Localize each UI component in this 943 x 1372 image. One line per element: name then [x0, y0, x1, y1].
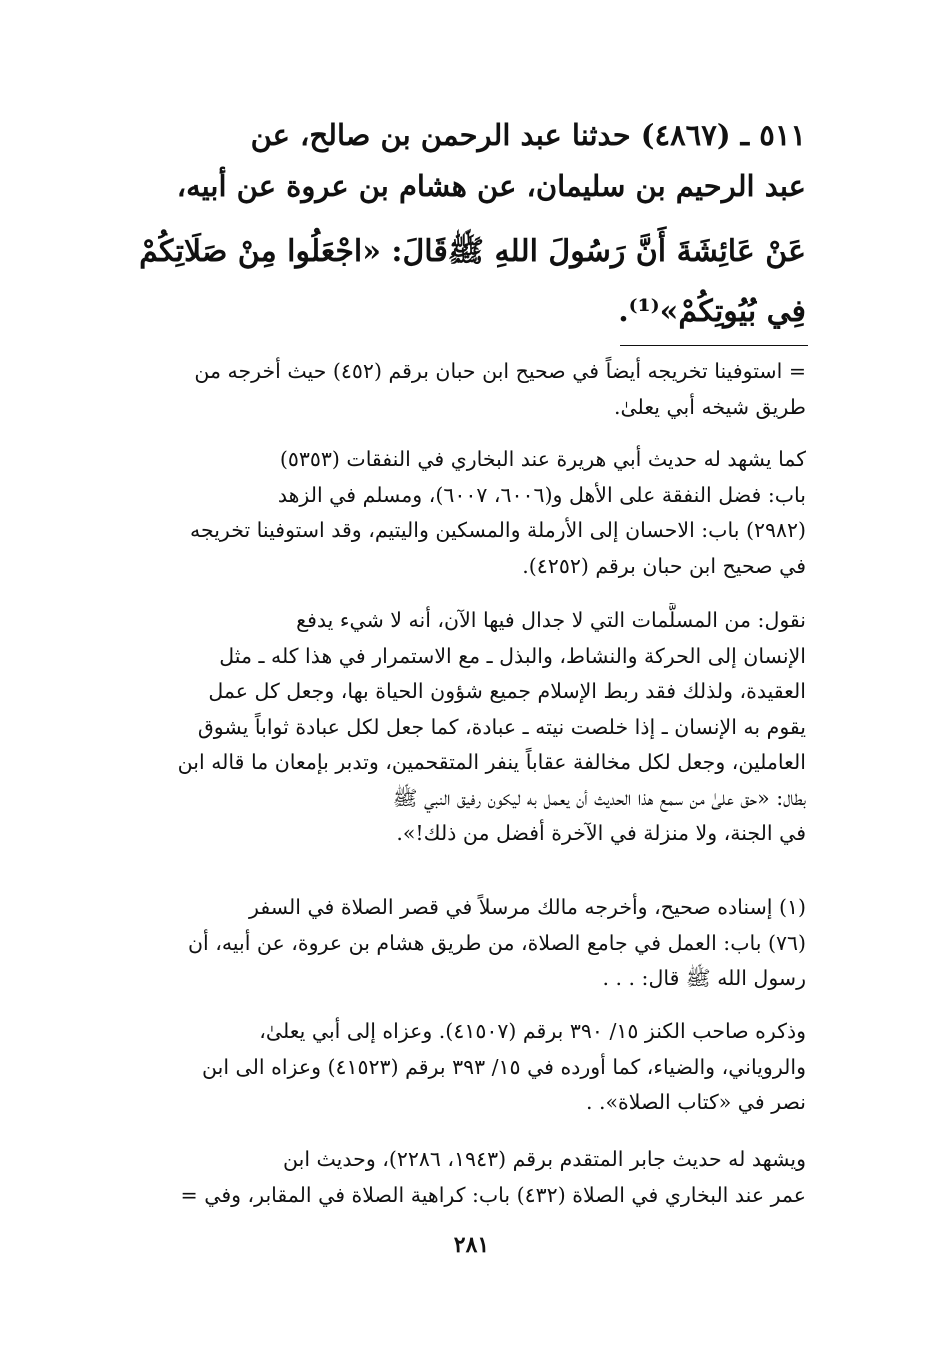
notes-paragraph-3	[108, 603, 806, 852]
note-line: نقول: من المسلَّمات التي لا جدال فيها الآن، أنه لا شيء يدفع	[296, 608, 806, 632]
note-line: (٢٩٨٢) باب: الاحسان إلى الأرملة والمسكين واليتيم، وقد استوفينا تخريجه	[189, 518, 806, 542]
note-line: في صحيح ابن حبان برقم (٤٢٥٢).	[522, 553, 806, 578]
hadith-matn-line: فِي بُيُوتِكُمْ»⁽¹⁾.	[618, 294, 806, 329]
hadith-isnad-line: عبد الرحيم بن سليمان، عن هشام بن عروة عن أبيه،	[176, 169, 806, 203]
hadith-matn	[108, 222, 806, 342]
footnote-line: (٧٦) باب: العمل في جامع الصلاة، من طريق هشام بن عروة، عن أبيه، أن	[187, 930, 806, 955]
note-line: بطال: «حق علىٰ من سمع هذا الحديث أن يعمل به ليكون رفيق النبي ﷺ	[392, 785, 806, 810]
notes-continuation	[108, 354, 806, 425]
note-line: يقوم به الإنسان ـ إذا خلصت نيته ـ عبادة، كما جعل لكل عبادة ثواباً يشوق	[197, 714, 806, 739]
footnote-line: والروياني، والضياء، كما أورده في ١٥/ ٣٩٣ برقم (٤١٥٢٣) وعزاه الى ابن	[202, 1054, 806, 1079]
note-line: في الجنة، ولا منزلة في الآخرة أفضل من ذلك!».	[396, 821, 806, 845]
footnote-line: (١) إسناده صحيح، وأخرجه مالك مرسلاً في قصر الصلاة في السفر	[249, 895, 806, 919]
footnote-paragraph-2	[108, 1014, 806, 1121]
footnote-line: نصر في «كتاب الصلاة». .	[585, 1090, 806, 1114]
footnote-line: ويشهد له حديث جابر المتقدم برقم (١٩٤٣، ٢٢٨٦)، وحديث ابن	[283, 1147, 806, 1171]
note-line: العقيدة، ولذلك فقد ربط الإسلام جميع شؤون الحياة بها، وجعل كل عمل	[208, 679, 806, 703]
footnote-1	[108, 890, 806, 997]
note-line: طريق شيخه أبي يعلىٰ.	[613, 394, 806, 419]
hadith-isnad	[108, 110, 806, 212]
footnote-line: وذكره صاحب الكنز ١٥/ ٣٩٠ برقم (٤١٥٠٧). وعزاه إلى أبي يعلىٰ،	[259, 1019, 806, 1043]
note-line: الإنسان إلى الحركة والنشاط، والبذل ـ مع الاستمرار في هذا كله ـ مثل	[219, 643, 806, 668]
footnote-line: عمر عند البخاري في الصلاة (٤٣٢) باب: كراهية الصلاة في المقابر، وفي =	[180, 1182, 806, 1207]
footnote-line: رسول الله ﷺ قال: . . .	[602, 966, 806, 990]
page-number: ٢٨١	[453, 1232, 490, 1258]
hadith-isnad-line: ٥١١ ـ (٤٨٦٧) حدثنا عبد الرحمن بن صالح، عن	[250, 118, 806, 152]
hadith-matn-line: عَنْ عَائِشَةَ أَنَّ رَسُولَ اللهِ ﷺقَالَ: «اجْعَلُوا مِنْ صَلَاتِكُمْ	[139, 234, 806, 269]
notes-paragraph-2	[108, 442, 806, 584]
note-line: = استوفينا تخريجه أيضاً في صحيح ابن حبان برقم (٤٥٢) حيث أخرجه من	[194, 359, 806, 383]
note-line: باب: فضل النفقة على الأهل و(٦٠٠٦، ٦٠٠٧)، ومسلم في الزهد	[277, 482, 806, 507]
note-line: كما يشهد له حديث أبي هريرة عند البخاري في النفقات (٥٣٥٣)	[279, 447, 806, 471]
note-line: العاملين، وجعل لكل مخالفة عقاباً ينفر المتقحمين، وتدبر بإمعان ما قاله ابن	[177, 750, 806, 774]
footnote-paragraph-3	[108, 1142, 806, 1213]
footnote-divider	[620, 345, 808, 346]
